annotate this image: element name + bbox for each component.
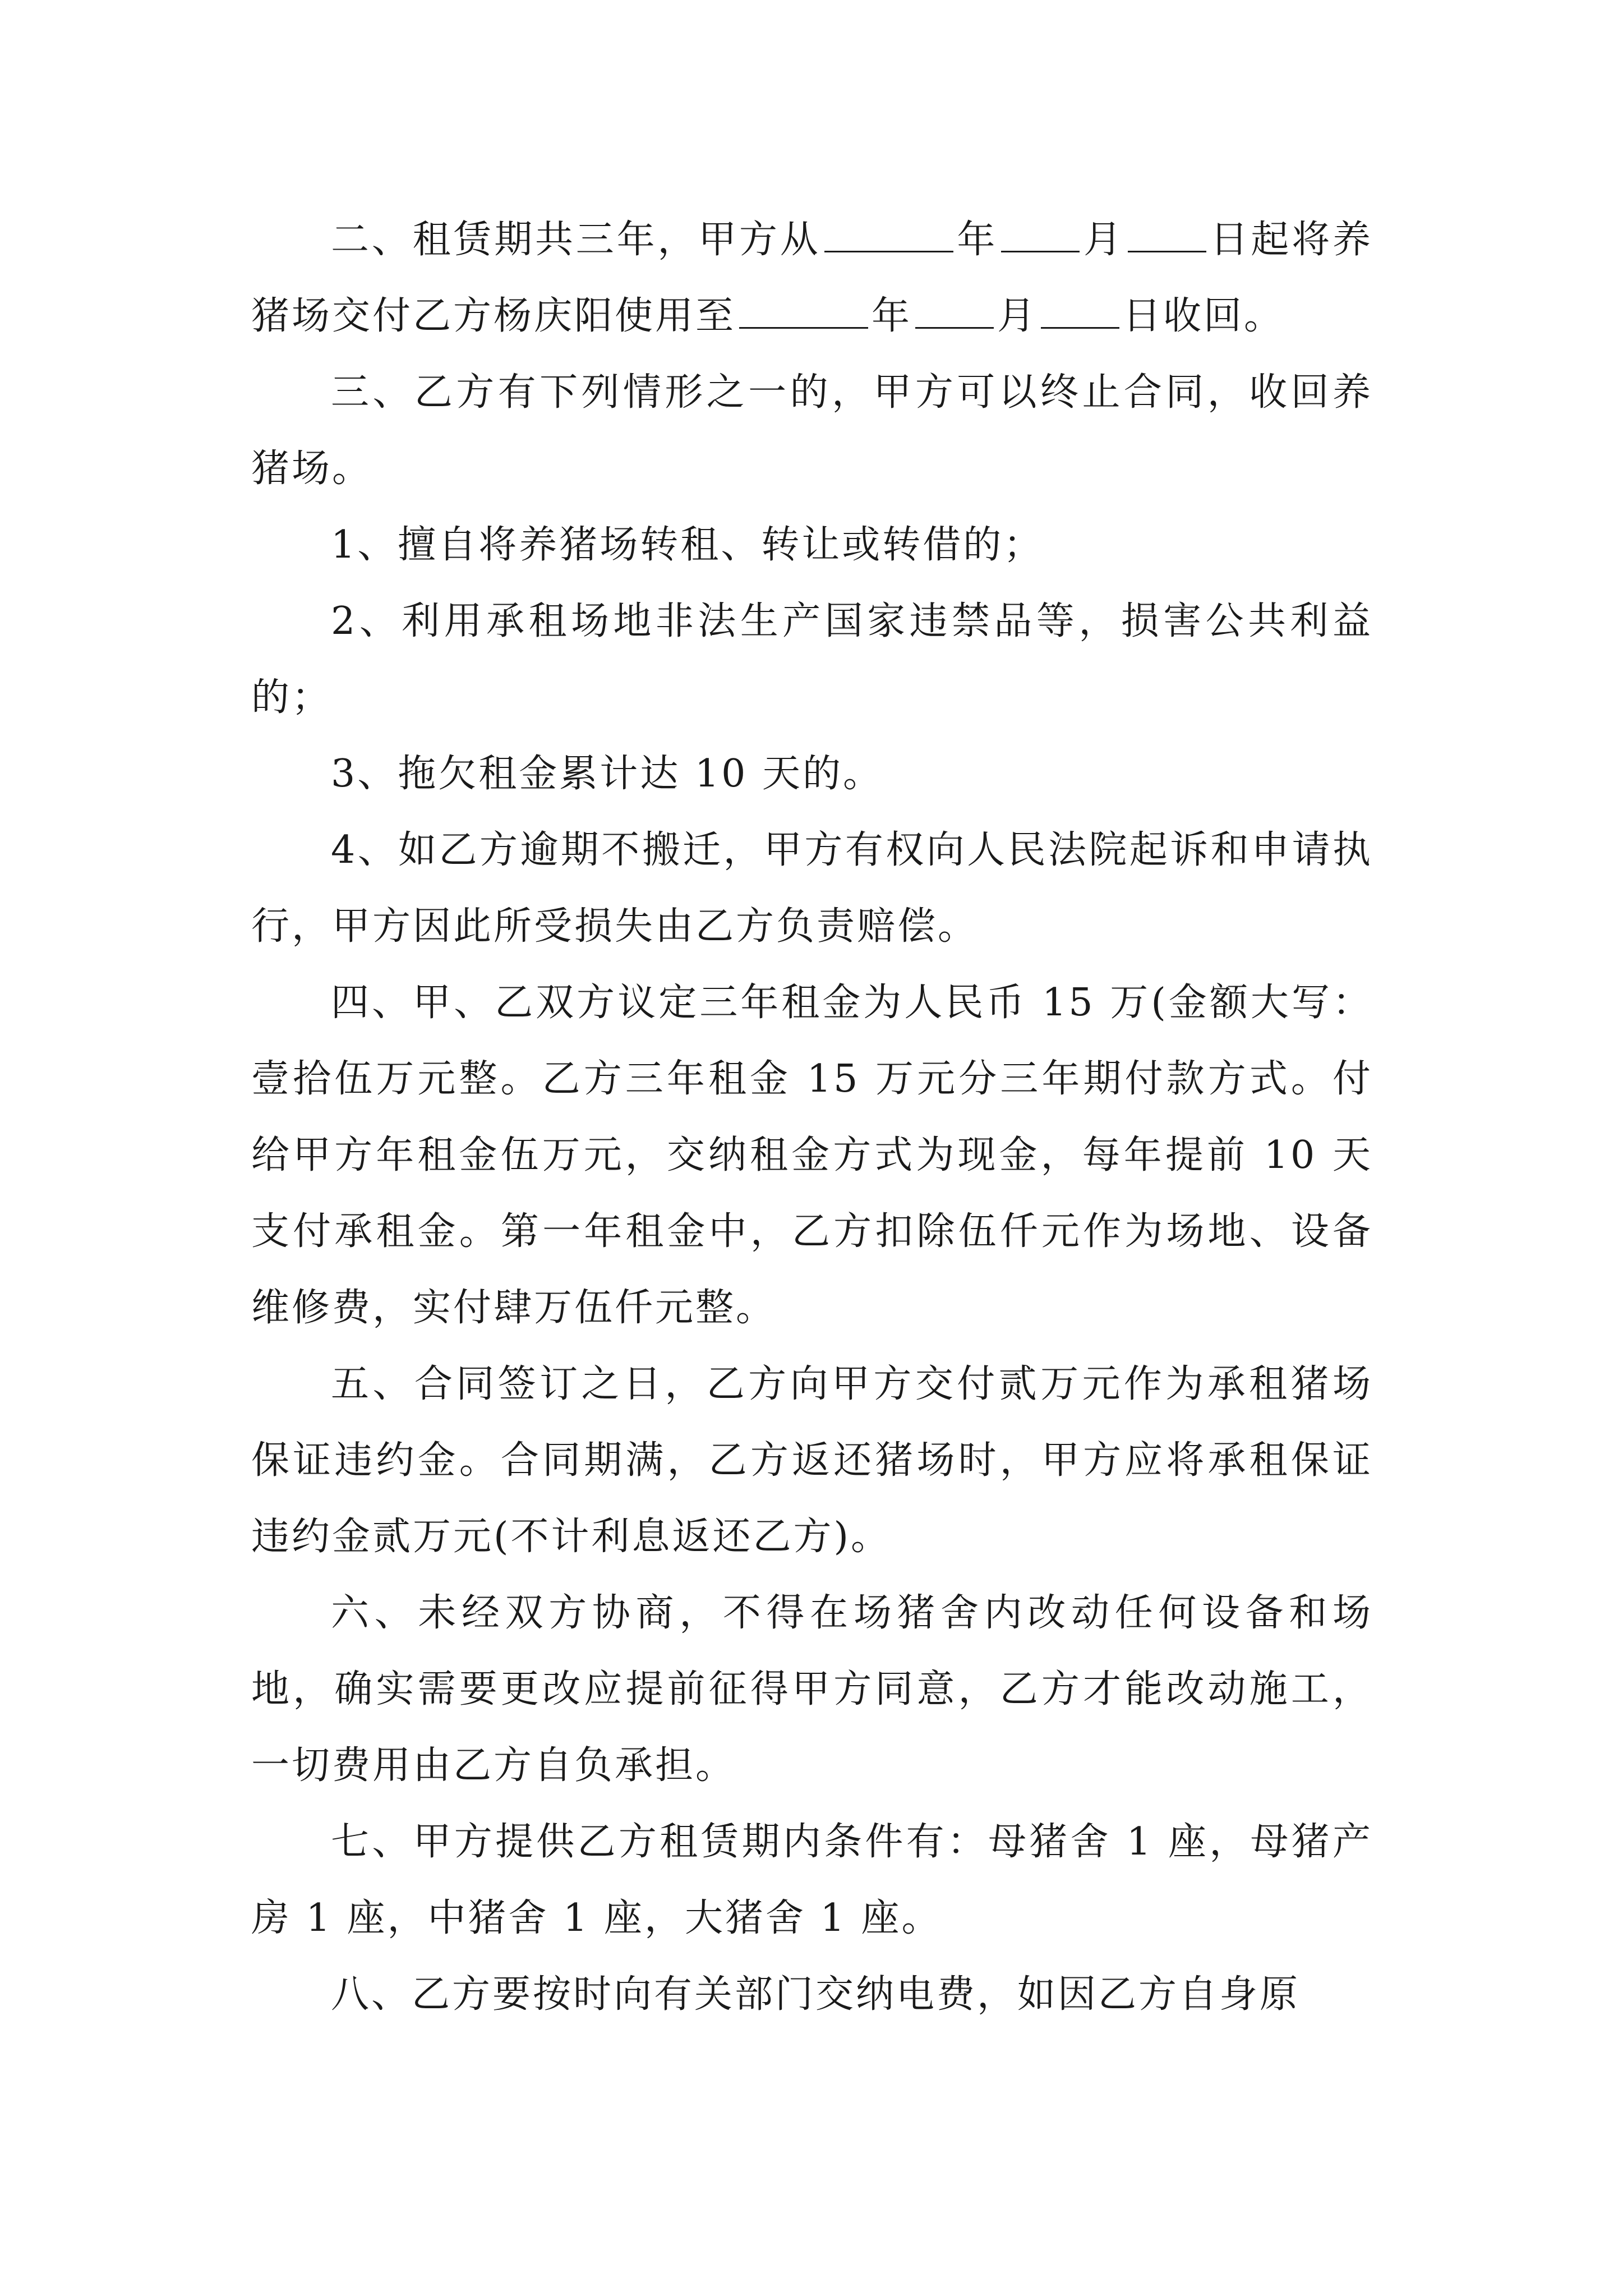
clause-5-deposit: 五、合同签订之日，乙方向甲方交付贰万元作为承租猪场保证违约金。合同期满，乙方返还猪场时，甲方应将承租保证违约金贰万元(不计利息返还乙方)。 [251, 1362, 1373, 1559]
clause-3-item-3: 3、拖欠租金累计达 10 天的。 [331, 752, 884, 796]
clause-2-text-end: 日收回。 [1123, 294, 1285, 338]
start-year-blank [824, 217, 953, 252]
clause-3-item-1: 1、擅自将养猪场转租、转让或转借的； [331, 523, 1044, 567]
clause-6-modifications: 六、未经双方协商，不得在场猪舍内改动任何设备和场地，确实需要更改应提前征得甲方同意，乙方才能改动施工，一切费用由乙方自负承担。 [251, 1591, 1373, 1788]
clause-7-facilities: 七、甲方提供乙方租赁期内条件有：母猪舍 1 座，母猪产房 1 座，中猪舍 1 座，大猪舍 1 座。 [251, 1820, 1373, 1940]
clause-2-text-middle: 日起将养猪场交付乙方杨庆阳使用至 [251, 218, 1373, 338]
clause-4-rent: 四、甲、乙双方议定三年租金为人民币 15 万(金额大写：壹拾伍万元整。乙方三年租金 15 万元分三年期付款方式。付给甲方年租金伍万元，交纳租金方式为现金，每年提前 10 天支付承租金。第一年租金中，乙方扣除伍仟元作为场地、设备维修费，实付肆万伍仟元整。 [251, 981, 1373, 1330]
clause-8-electricity: 八、乙方要按时向有关部门交纳电费，如因乙方自身原 [331, 1972, 1301, 2017]
clause-2-end-month-label: 月 [997, 294, 1038, 338]
clause-2-lease-term [251, 202, 1373, 355]
clause-2-month-label: 月 [1083, 218, 1124, 262]
clause-2-end-year-label: 年 [872, 294, 912, 338]
end-day-blank [1041, 293, 1119, 329]
clause-3-item-4: 4、如乙方逾期不搬迁，甲方有权向人民法院起诉和申请执行，甲方因此所受损失由乙方负责赔偿。 [251, 828, 1373, 949]
clause-3-item-2: 2、利用承租场地非法生产国家违禁品等，损害公共利益的； [251, 599, 1373, 720]
contract-body [251, 202, 1373, 2033]
start-day-blank [1128, 217, 1206, 252]
end-month-blank [915, 293, 994, 329]
clause-2-year-label: 年 [956, 218, 998, 262]
start-month-blank [1001, 217, 1080, 252]
end-year-blank [739, 293, 868, 329]
clause-3-termination: 三、乙方有下列情形之一的，甲方可以终止合同，收回养猪场。 [251, 370, 1373, 491]
clause-2-text-start: 二、租赁期共三年，甲方从 [331, 218, 821, 262]
